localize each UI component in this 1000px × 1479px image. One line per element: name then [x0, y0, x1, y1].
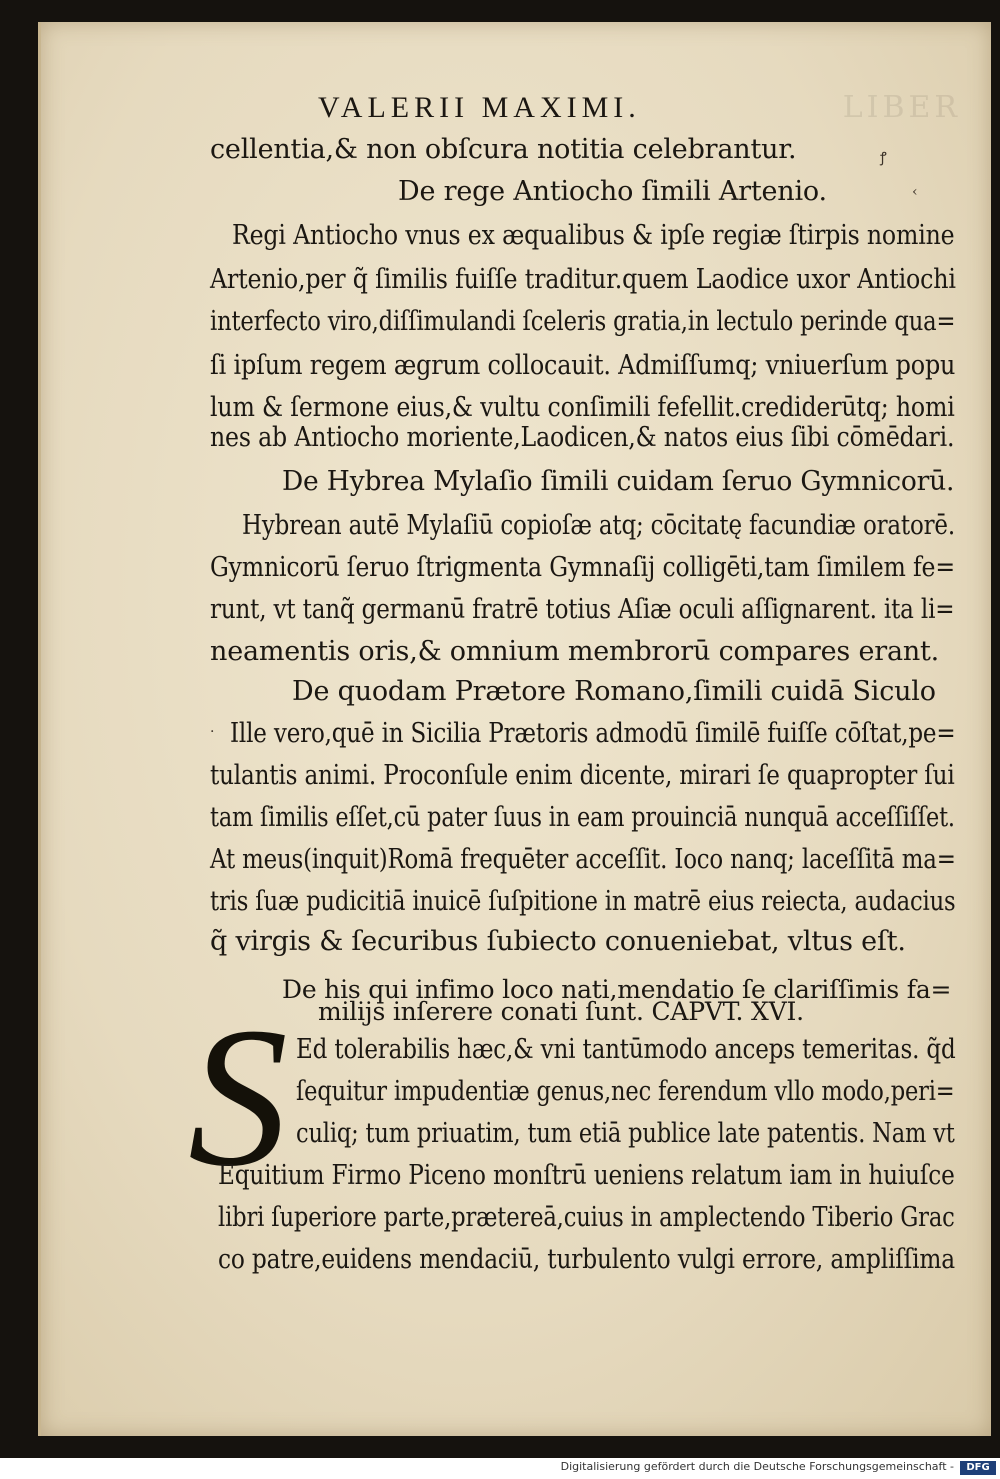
margin-mark: ‹	[912, 184, 918, 200]
text-line: Equitium Firmo Piceno monſtrū ueniens relatum iam in huiuſce	[218, 1160, 955, 1191]
text-line: Artenio,per q̃ ſimilis fuiſſe traditur.quem Laodice uxor Antiochi	[210, 264, 956, 295]
text-line: tulantis animi. Proconſule enim dicente, mirari ſe quapropter ſui	[210, 760, 955, 791]
text-line: Ed tolerabilis hæc,& vni tantūmodo anceps temeritas. q̃d	[296, 1034, 956, 1065]
text-line: ſequitur impudentiæ genus,nec ferendum vllo modo,peri=	[296, 1076, 955, 1107]
footer-bar	[0, 1458, 1000, 1479]
text-line: cellentia,& non obſcura notitia celebrantur.	[210, 134, 797, 165]
text-line: At meus(inquit)Romā frequēter acceſſit. Ioco nanq; laceſſitā ma=	[210, 844, 956, 875]
text-line: interfecto viro,diſſimulandi ſceleris gratia,in lectulo perinde qua=	[210, 306, 956, 337]
text-line: neamentis oris,& omnium membrorū compares erant.	[210, 636, 940, 667]
section-heading: De rege Antiocho ſimili Artenio.	[398, 176, 827, 207]
dfg-logo: DFG	[960, 1461, 996, 1475]
text-line: Regi Antiocho vnus ex æqualibus & ipſe regiæ ſtirpis nomine	[232, 220, 955, 251]
section-heading: De quodam Prætore Romano,ſimili cuidā Siculo	[292, 676, 936, 707]
text-line: Gymnicorū ſeruo ſtrigmenta Gymnaſij colligēti,tam ſimilem fe=	[210, 552, 955, 583]
chapter-heading: milijs inſerere conati ſunt. CAPVT. XVI.	[318, 997, 804, 1026]
bleed-through-text: LIBER	[842, 90, 961, 125]
text-line: libri ſuperiore parte,prætereā,cuius in amplectendo Tiberio Grac	[218, 1202, 955, 1233]
text-line: Hybrean autē Mylaſiū copioſæ atq; cōcitatę facundiæ oratorē.	[242, 510, 955, 541]
margin-mark: ·	[210, 724, 215, 740]
funding-notice: Digitalisierung gefördert durch die Deutsche Forschungsgemeinschaft -	[560, 1460, 954, 1473]
text-line: culiq; tum priuatim, tum etiā publice late patentis. Nam vt	[296, 1118, 955, 1149]
running-header: VALERII MAXIMI.	[318, 91, 641, 124]
chapter-heading: De his qui infimo loco nati,mendatio ſe clariſſimis fa=	[282, 975, 952, 1004]
text-line: nes ab Antiocho moriente,Laodicen,& natos eius ſibi cōmēdari.	[210, 422, 955, 453]
text-line: lum & ſermone eius,& vultu conſimili fefellit.crediderūtq; homi	[210, 392, 955, 423]
text-line: runt, vt tanq̃ germanū fratrē totius Aſiæ oculi aſſignarent. ita li=	[210, 594, 955, 625]
drop-cap: S	[188, 987, 288, 1208]
text-line: tam ſimilis eſſet,cū pater ſuus in eam prouinciā nunquā acceſſiſſet.	[210, 802, 955, 833]
text-line: tris ſuæ pudicitiā inuicē ſuſpitione in matrē eius reiecta, audacius	[210, 886, 956, 917]
text-line: q̃ virgis & ſecuribus ſubiecto conueniebat, vltus eſt.	[210, 926, 906, 957]
text-line: ſi ipſum regem ægrum collocauit. Admiſſumq; vniuerſum popu	[210, 350, 956, 381]
text-line: co patre,euidens mendaciū, turbulento vulgi errore, ampliſſima	[218, 1244, 955, 1275]
text-line: Ille vero,quē in Sicilia Prætoris admodū ſimilē fuiſſe cōſtat,pe=	[230, 718, 956, 749]
margin-mark: ꝭ	[880, 150, 887, 166]
section-heading: De Hybrea Mylaſio ſimili cuidam ſeruo Gymnicorū.	[282, 466, 955, 497]
